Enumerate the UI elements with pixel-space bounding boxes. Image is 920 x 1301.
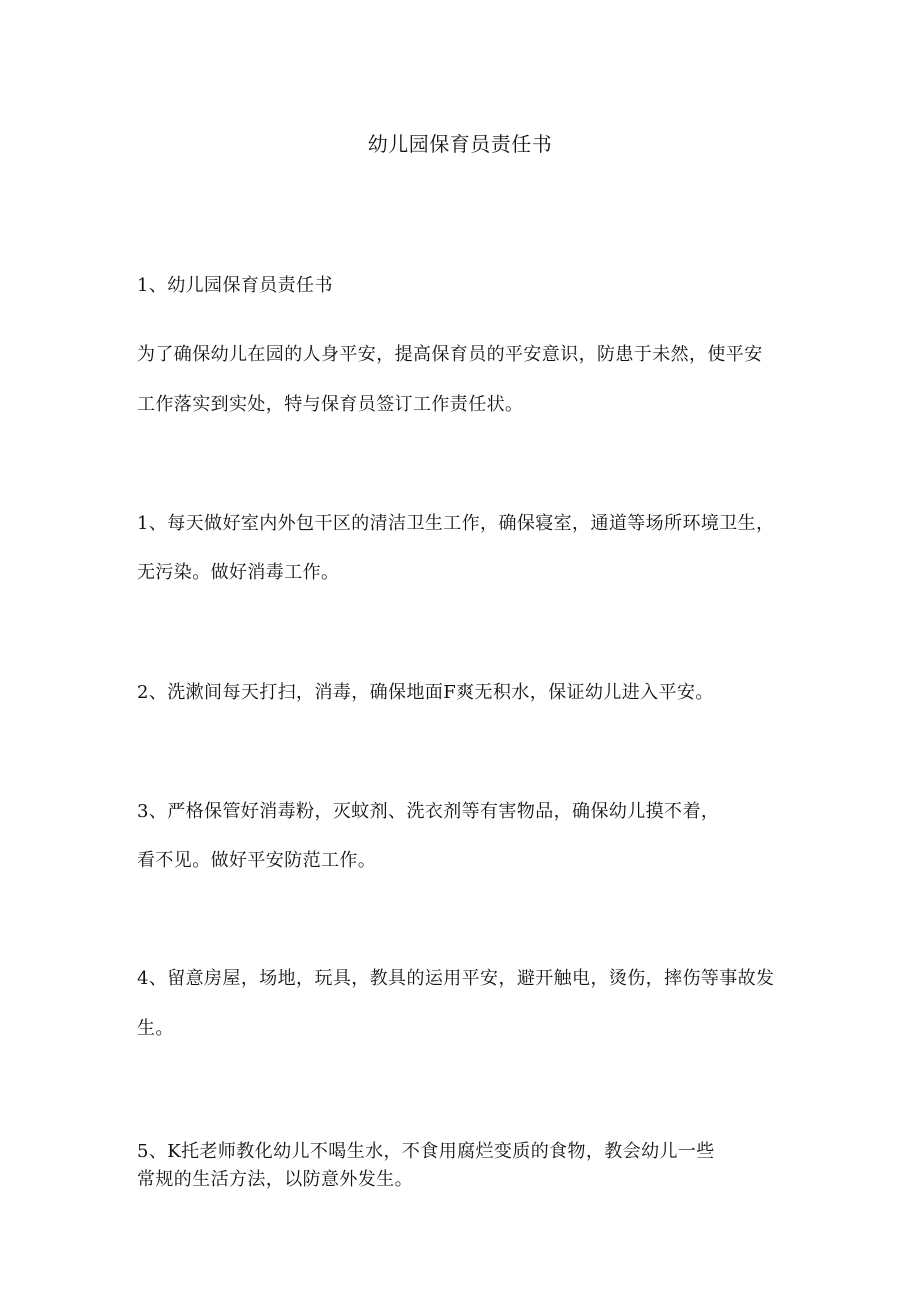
item-4-line-1: 4、留意房屋，场地，玩具，教具的运用平安，避开触电，烫伤，摔伤等事故发	[137, 968, 775, 989]
item-5-line-1: 5、K托老师教化幼儿不喝生水，不食用腐烂变质的食物，教会幼儿一些	[137, 1141, 715, 1162]
item-1-line-1: 1、每天做好室内外包干区的清洁卫生工作，确保寝室，通道等场所环境卫生，	[137, 513, 775, 534]
intro-line-1: 为了确保幼儿在园的人身平安，提高保育员的平安意识，防患于未然，使平安	[137, 344, 763, 365]
item-3-line-1: 3、严格保管好消毒粉，灭蚊剂、洗衣剂等有害物品，确保幼儿摸不着，	[137, 801, 720, 822]
section-subheading: 1、幼儿园保育员责任书	[137, 275, 333, 296]
item-5-line-2: 常规的生活方法，以防意外发生。	[137, 1169, 413, 1190]
item-3-line-2: 看不见。做好平安防范工作。	[137, 850, 377, 871]
item-4-line-2: 生。	[137, 1018, 174, 1039]
item-1-line-2: 无污染。做好消毒工作。	[137, 562, 340, 583]
item-2-line-1: 2、洗漱间每天打扫，消毒，确保地面F爽无积水，保证幼儿进入平安。	[137, 682, 714, 703]
intro-line-2: 工作落实到实处，特与保育员签订工作责任状。	[137, 394, 524, 415]
document-title: 幼儿园保育员责任书	[367, 132, 553, 156]
